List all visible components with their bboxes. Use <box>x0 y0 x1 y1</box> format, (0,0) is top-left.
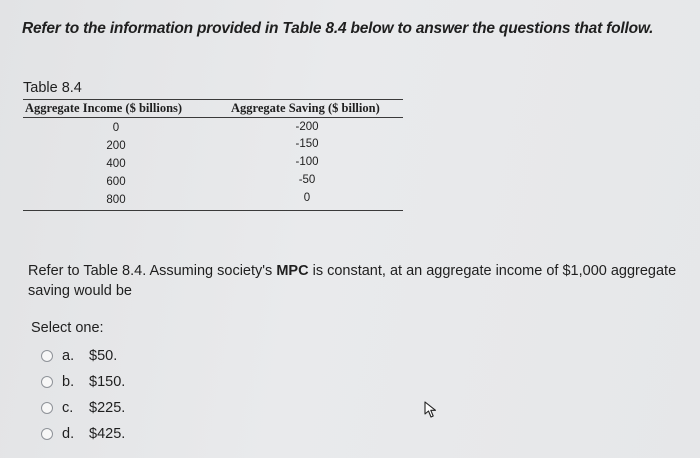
income-cell: 800 <box>106 194 126 206</box>
question-text <box>28 261 693 301</box>
table-header-row <box>23 100 403 118</box>
table-title: Table 8.4 <box>23 80 82 96</box>
saving-cell: 0 <box>303 192 311 204</box>
option-text: $150. <box>89 374 126 390</box>
income-cell: 0 <box>112 122 120 134</box>
income-column <box>101 119 131 209</box>
option-d[interactable] <box>41 421 125 447</box>
income-cell: 400 <box>106 158 126 170</box>
option-letter: a. <box>62 348 75 364</box>
option-text: $425. <box>89 426 126 442</box>
radio-button-icon[interactable] <box>41 402 53 414</box>
option-text: $50. <box>89 348 118 364</box>
option-text: $225. <box>89 400 126 416</box>
option-letter: c. <box>62 400 74 416</box>
answer-options <box>41 343 125 447</box>
option-letter: b. <box>62 374 75 390</box>
income-cell: 200 <box>106 140 126 152</box>
option-c[interactable] <box>41 395 125 421</box>
instruction-text: Refer to the information provided in Table 8.4 below to answer the questions that follow. <box>22 20 654 37</box>
saving-cell: -200 <box>295 121 319 133</box>
income-cell: 600 <box>106 176 126 188</box>
option-a[interactable] <box>41 343 125 369</box>
option-b[interactable] <box>41 369 125 395</box>
radio-button-icon[interactable] <box>41 376 53 388</box>
saving-cell: -150 <box>295 138 319 150</box>
header-aggregate-income: Aggregate Income ($ billions) <box>25 101 183 115</box>
question-suffix: is constant, at an aggregate income of $1,000 aggregate saving would be <box>28 263 677 299</box>
saving-column <box>287 119 327 207</box>
option-letter: d. <box>62 426 75 442</box>
table-body <box>23 118 403 210</box>
select-one-label: Select one: <box>31 320 104 336</box>
data-table <box>23 99 403 211</box>
mouse-cursor-icon <box>424 401 440 419</box>
radio-button-icon[interactable] <box>41 350 53 362</box>
saving-cell: -100 <box>295 156 319 168</box>
question-prefix: Refer to Table 8.4. Assuming society's <box>28 263 277 279</box>
radio-button-icon[interactable] <box>41 428 53 440</box>
mpc-term: MPC <box>276 263 309 279</box>
header-aggregate-saving: Aggregate Saving ($ billion) <box>231 101 380 115</box>
saving-cell: -50 <box>298 174 316 186</box>
